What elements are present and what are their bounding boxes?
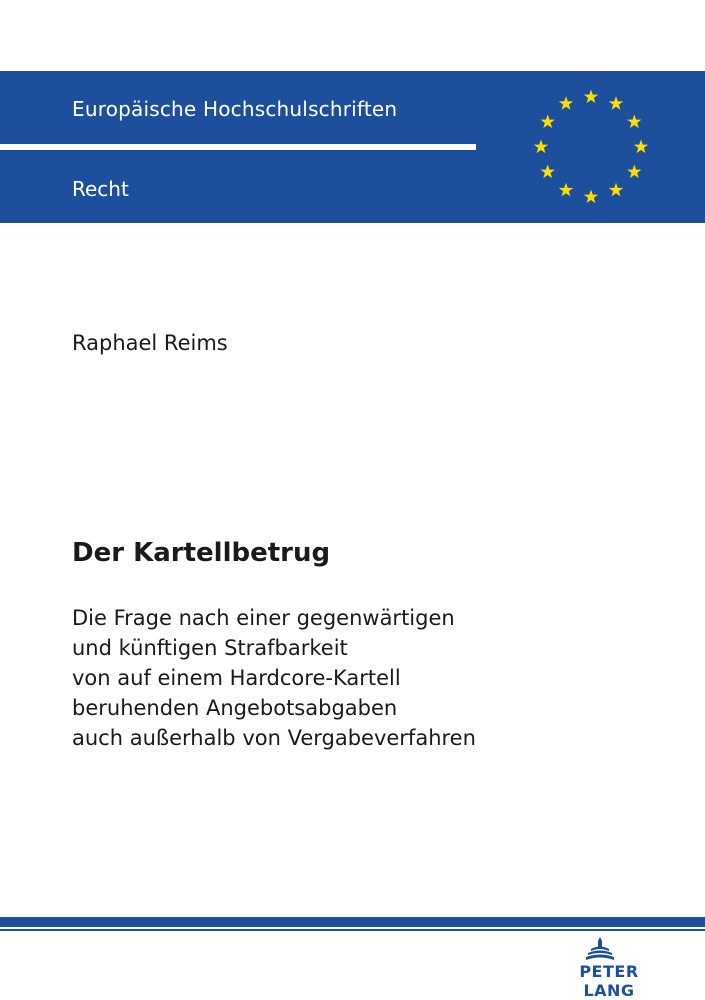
- book-title: Der Kartellbetrug: [72, 538, 331, 568]
- bottom-band: [0, 917, 705, 927]
- subtitle-line: von auf einem Hardcore-Kartell: [72, 666, 401, 690]
- publisher-name: PETER LANG: [579, 962, 639, 1000]
- subtitle-line: beruhenden Angebotsabgaben: [72, 696, 398, 720]
- publisher-mark: [554, 936, 664, 1000]
- star-icon: [627, 115, 641, 129]
- star-icon: [534, 140, 548, 154]
- bottom-rule: [0, 929, 705, 931]
- star-icon: [634, 140, 648, 154]
- series-banner: [0, 71, 705, 223]
- star-icon: [609, 96, 623, 110]
- subtitle-line: auch außerhalb von Vergabeverfahren: [72, 726, 476, 750]
- banner-divider: [0, 144, 476, 150]
- star-icon: [559, 96, 573, 110]
- subtitle-line: Die Frage nach einer gegenwärtigen: [72, 606, 455, 630]
- book-author: Raphael Reims: [72, 331, 228, 355]
- book-subtitle: [72, 603, 652, 753]
- eu-stars-icon: [529, 85, 653, 209]
- star-icon: [584, 90, 598, 104]
- star-icon: [584, 190, 598, 204]
- star-icon: [559, 183, 573, 197]
- star-icon: [609, 183, 623, 197]
- series-subject: Recht: [72, 177, 129, 201]
- peter-lang-logo-icon: [585, 936, 615, 962]
- star-icon: [627, 165, 641, 179]
- series-title: Europäische Hochschulschriften: [72, 97, 398, 121]
- star-icon: [541, 165, 555, 179]
- subtitle-line: und künftigen Strafbarkeit: [72, 636, 348, 660]
- star-icon: [541, 115, 555, 129]
